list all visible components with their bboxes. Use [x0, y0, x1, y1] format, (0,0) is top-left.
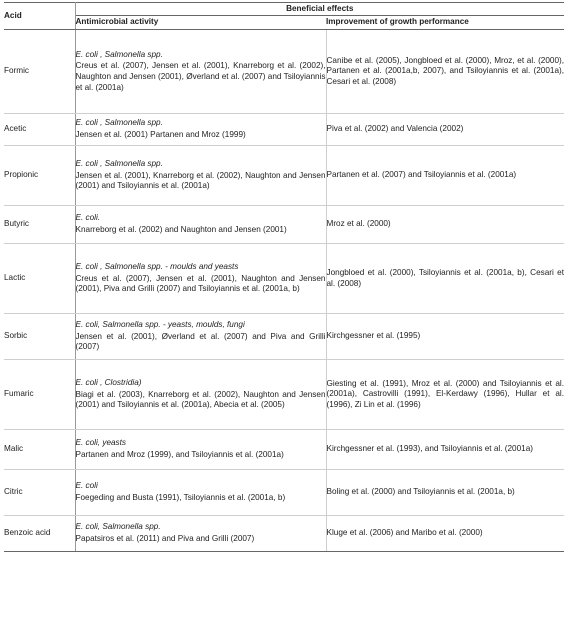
growth-performance-cell: Partanen et al. (2007) and Tsiloyiannis et al. (2001a)	[326, 146, 564, 206]
acid-name-cell: Citric	[4, 470, 75, 516]
table-row	[4, 470, 564, 516]
target-organisms-text: E. coli, yeasts	[75, 438, 127, 448]
growth-performance-cell: Mroz et al. (2000)	[326, 206, 564, 244]
antimicrobial-references-text: Biagi et al. (2003), Knarreborg et al. (2002), Naughton and Jensen (2001) and Tsiloyiannis et al. (2001a), Abecia et al. (2005)	[75, 389, 326, 410]
antimicrobial-activity-cell	[75, 244, 326, 314]
antimicrobial-references-text: Jensen et al. (2001), Knarreborg et al. (2002), Naughton and Jensen (2001) and Tsiloyiannis et al. (2001a)	[75, 170, 326, 191]
beneficial-effects-header: Beneficial effects	[75, 3, 564, 16]
target-organisms-text: E. coli , Salmonella spp.	[75, 159, 163, 169]
antimicrobial-activity-cell	[75, 206, 326, 244]
table-sub-header-row	[4, 16, 564, 30]
target-organisms-text: E. coli, Salmonella spp. - yeasts, moulds, fungi	[75, 320, 245, 330]
antimicrobial-references-text: Papatsiros et al. (2011) and Piva and Grilli (2007)	[75, 534, 255, 543]
growth-performance-cell: Canibe et al. (2005), Jongbloed et al. (2000), Mroz, et al. (2000), Partanen et al. (2001a,b, 2007), and Tsiloyiannis et al. (2001a), Cesari et al. (2008)	[326, 30, 564, 114]
table-row	[4, 146, 564, 206]
growth-performance-header: Improvement of growth performance	[326, 16, 564, 30]
target-organisms-text: E. coli.	[75, 213, 101, 223]
growth-performance-cell: Piva et al. (2002) and Valencia (2002)	[326, 114, 564, 146]
acid-name-cell: Acetic	[4, 114, 75, 146]
table-row	[4, 114, 564, 146]
antimicrobial-references-text: Knarreborg et al. (2002) and Naughton and Jensen (2001)	[75, 225, 287, 234]
antimicrobial-references-text: Partanen and Mroz (1999), and Tsiloyiannis et al. (2001a)	[75, 450, 284, 459]
table-row	[4, 314, 564, 360]
table-row	[4, 516, 564, 552]
acid-name-cell: Malic	[4, 430, 75, 470]
table-row	[4, 206, 564, 244]
acid-name-cell: Lactic	[4, 244, 75, 314]
table-row	[4, 30, 564, 114]
acid-name-cell: Benzoic acid	[4, 516, 75, 552]
acid-name-cell: Fumaric	[4, 360, 75, 430]
acid-name-cell: Formic	[4, 30, 75, 114]
table-row	[4, 360, 564, 430]
antimicrobial-activity-cell	[75, 430, 326, 470]
antimicrobial-activity-header: Antimicrobial activity	[75, 16, 326, 30]
acid-name-cell: Sorbic	[4, 314, 75, 360]
acid-name-cell: Propionic	[4, 146, 75, 206]
growth-performance-cell: Kirchgessner et al. (1993), and Tsiloyiannis et al. (2001a)	[326, 430, 564, 470]
table-body	[4, 30, 564, 552]
growth-performance-cell: Kluge et al. (2006) and Maribo et al. (2000)	[326, 516, 564, 552]
growth-performance-cell: Boling et al. (2000) and Tsiloyiannis et al. (2001a, b)	[326, 470, 564, 516]
antimicrobial-references-text: Creus et al. (2007), Jensen et al. (2001), Knarreborg et al. (2002), Naughton and Jensen (2001), Øverland et al. (2007) and Tsiloyiannis et al. (2001a)	[75, 61, 326, 92]
antimicrobial-references-text: Jensen et al. (2001) Partanen and Mroz (1999)	[75, 130, 246, 139]
table-group-header-row	[4, 3, 564, 16]
target-organisms-text: E. coli , Clostridia)	[75, 378, 142, 388]
table-row	[4, 244, 564, 314]
target-organisms-text: E. coli , Salmonella spp.	[75, 49, 163, 59]
antimicrobial-activity-cell	[75, 30, 326, 114]
target-organisms-text: E. coli, Salmonella spp.	[75, 522, 161, 532]
acid-name-cell: Butyric	[4, 206, 75, 244]
antimicrobial-references-text: Jensen et al. (2001), Øverland et al. (2007) and Piva and Grilli (2007)	[75, 331, 326, 352]
target-organisms-text: E. coli , Salmonella spp.	[75, 118, 163, 128]
antimicrobial-activity-cell	[75, 146, 326, 206]
growth-performance-cell: Giesting et al. (1991), Mroz et al. (2000) and Tsiloyiannis et al. (2001a), Castrovilli (1991), El-Kerdawy (1996), Hullar et al. (1996), Zi Lin et al. (1996)	[326, 360, 564, 430]
antimicrobial-references-text: Creus et al. (2007), Jensen et al. (2001), Naughton and Jensen (2001), Piva and Grilli (2007) and Tsiloyiannis et al. (2001a, b)	[75, 273, 326, 294]
growth-performance-cell: Kirchgessner et al. (1995)	[326, 314, 564, 360]
antimicrobial-activity-cell	[75, 114, 326, 146]
acid-effects-table	[4, 2, 564, 552]
target-organisms-text: E. coli	[75, 481, 98, 491]
acid-column-header: Acid	[4, 3, 75, 30]
antimicrobial-activity-cell	[75, 360, 326, 430]
antimicrobial-activity-cell	[75, 516, 326, 552]
antimicrobial-activity-cell	[75, 470, 326, 516]
table-row	[4, 430, 564, 470]
growth-performance-cell: Jongbloed et al. (2000), Tsiloyiannis et al. (2001a, b), Cesari et al. (2008)	[326, 244, 564, 314]
antimicrobial-references-text: Foegeding and Busta (1991), Tsiloyiannis et al. (2001a, b)	[75, 493, 286, 502]
target-organisms-text: E. coli , Salmonella spp. - moulds and yeasts	[75, 262, 239, 272]
antimicrobial-activity-cell	[75, 314, 326, 360]
